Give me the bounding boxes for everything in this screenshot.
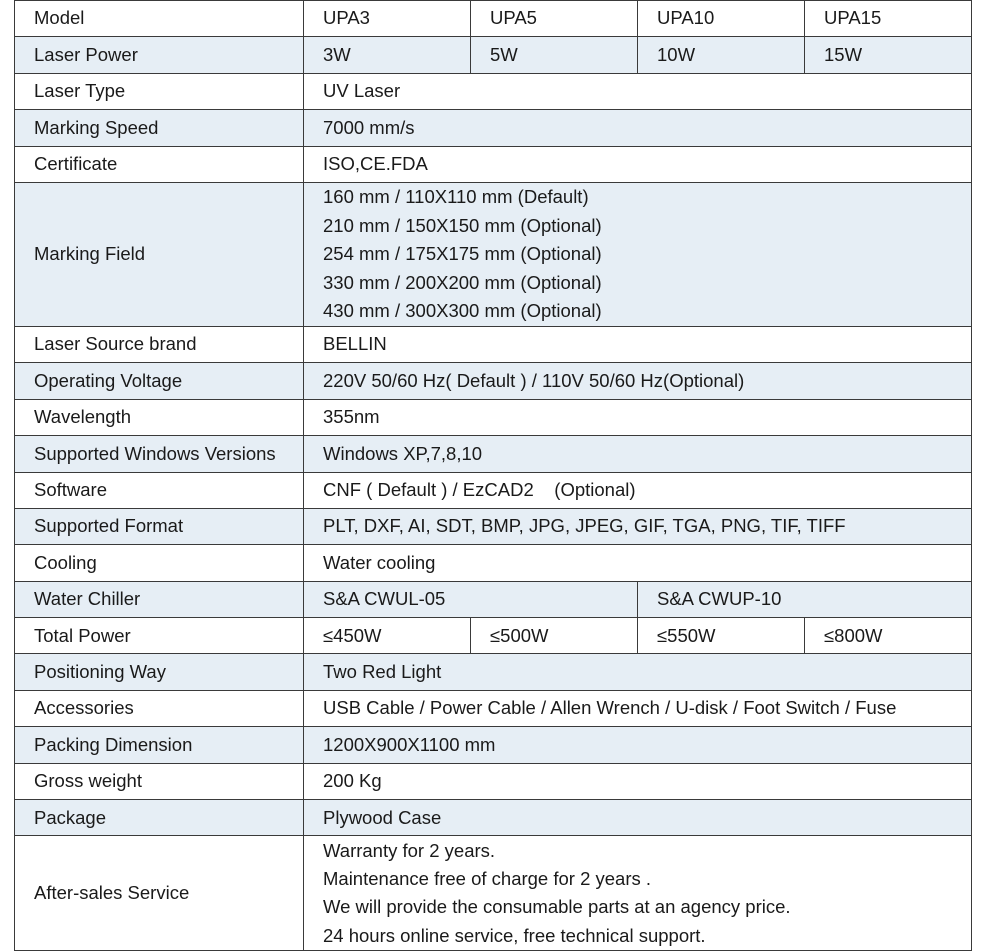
row-label: Accessories: [15, 690, 304, 726]
table-row: [15, 545, 972, 581]
table-row: [15, 326, 972, 362]
value-line: 160 mm / 110X110 mm (Default): [323, 186, 589, 208]
table-row: [15, 472, 972, 508]
table-row: [15, 800, 972, 836]
row-value: CNF ( Default ) / EzCAD2 (Optional): [304, 472, 972, 508]
row-label: Gross weight: [15, 763, 304, 799]
power-cell: 3W: [304, 37, 471, 73]
row-label: After-sales Service: [15, 836, 304, 951]
row-label: Software: [15, 472, 304, 508]
row-label: Total Power: [15, 618, 304, 654]
row-label: Positioning Way: [15, 654, 304, 690]
row-value: [304, 182, 972, 326]
total-power-cell: ≤800W: [805, 618, 972, 654]
row-value: Water cooling: [304, 545, 972, 581]
chiller-cell: S&A CWUP-10: [638, 581, 972, 617]
total-power-cell: ≤450W: [304, 618, 471, 654]
row-value: BELLIN: [304, 326, 972, 362]
row-value: Windows XP,7,8,10: [304, 436, 972, 472]
value-line: Maintenance free of charge for 2 years .: [323, 868, 652, 890]
model-cell: UPA5: [471, 1, 638, 37]
table-row: [15, 836, 972, 951]
row-label: Operating Voltage: [15, 363, 304, 399]
row-value: 220V 50/60 Hz( Default ) / 110V 50/60 Hz(Optional): [304, 363, 972, 399]
row-value: 7000 mm/s: [304, 110, 972, 146]
table-row: [15, 363, 972, 399]
row-value: PLT, DXF, AI, SDT, BMP, JPG, JPEG, GIF, TGA, PNG, TIF, TIFF: [304, 508, 972, 544]
chiller-cell: S&A CWUL-05: [304, 581, 638, 617]
table-row: [15, 436, 972, 472]
table-row: [15, 110, 972, 146]
value-line: 430 mm / 300X300 mm (Optional): [323, 300, 602, 322]
model-cell: UPA10: [638, 1, 805, 37]
table-row: [15, 763, 972, 799]
row-value: [304, 836, 972, 951]
row-label: Supported Format: [15, 508, 304, 544]
value-line: 254 mm / 175X175 mm (Optional): [323, 243, 602, 265]
table-row: [15, 37, 972, 73]
total-power-cell: ≤500W: [471, 618, 638, 654]
table-row: [15, 581, 972, 617]
value-line: 210 mm / 150X150 mm (Optional): [323, 214, 602, 236]
model-cell: UPA3: [304, 1, 471, 37]
power-cell: 15W: [805, 37, 972, 73]
total-power-cell: ≤550W: [638, 618, 805, 654]
table-row: [15, 146, 972, 182]
row-label: Cooling: [15, 545, 304, 581]
row-label: Water Chiller: [15, 581, 304, 617]
row-value: 200 Kg: [304, 763, 972, 799]
row-label: Marking Field: [15, 182, 304, 326]
table-row: [15, 690, 972, 726]
table-row: [15, 73, 972, 109]
table-row: [15, 654, 972, 690]
row-value: ISO,CE.FDA: [304, 146, 972, 182]
value-line: 24 hours online service, free technical support.: [323, 924, 706, 946]
row-value: Plywood Case: [304, 800, 972, 836]
table-row: [15, 727, 972, 763]
table-row: [15, 508, 972, 544]
row-value: USB Cable / Power Cable / Allen Wrench / U-disk / Foot Switch / Fuse: [304, 690, 972, 726]
row-label: Model: [15, 1, 304, 37]
row-value: UV Laser: [304, 73, 972, 109]
row-value: 1200X900X1100 mm: [304, 727, 972, 763]
row-label: Laser Source brand: [15, 326, 304, 362]
power-cell: 10W: [638, 37, 805, 73]
row-label: Certificate: [15, 146, 304, 182]
table-row: [15, 1, 972, 37]
row-value: 355nm: [304, 399, 972, 435]
row-label: Laser Power: [15, 37, 304, 73]
power-cell: 5W: [471, 37, 638, 73]
spec-table: [14, 0, 972, 951]
row-label: Laser Type: [15, 73, 304, 109]
table-row: [15, 182, 972, 326]
row-label: Supported Windows Versions: [15, 436, 304, 472]
value-line: Warranty for 2 years.: [323, 839, 496, 861]
row-label: Package: [15, 800, 304, 836]
table-row: [15, 618, 972, 654]
table-row: [15, 399, 972, 435]
row-label: Marking Speed: [15, 110, 304, 146]
row-label: Packing Dimension: [15, 727, 304, 763]
row-label: Wavelength: [15, 399, 304, 435]
row-value: Two Red Light: [304, 654, 972, 690]
value-line: We will provide the consumable parts at an agency price.: [323, 896, 791, 918]
model-cell: UPA15: [805, 1, 972, 37]
value-line: 330 mm / 200X200 mm (Optional): [323, 271, 602, 293]
